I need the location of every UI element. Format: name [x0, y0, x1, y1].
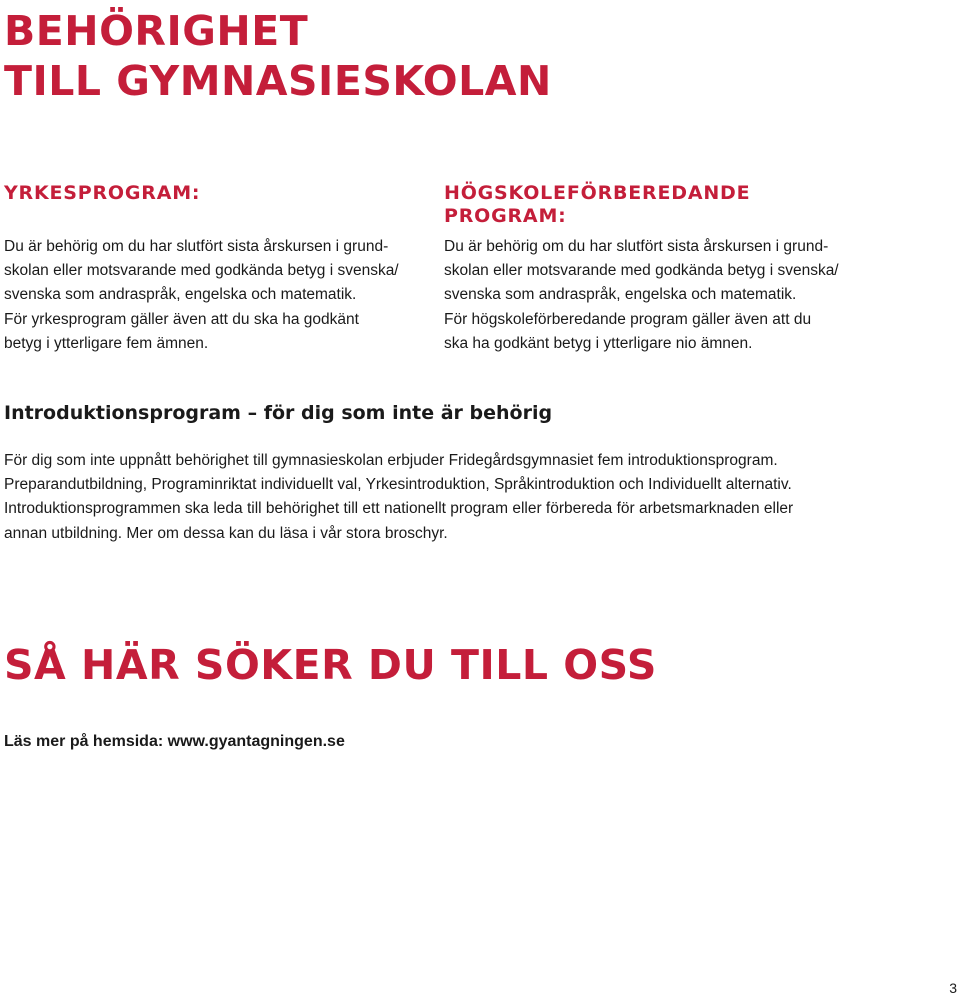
yrkesprogram-text [4, 235, 424, 356]
text-line: Du är behörig om du har slutfört sista årskursen i grund- [4, 238, 389, 255]
apply-info [4, 731, 345, 753]
introduktion-text [4, 449, 954, 546]
text-line: ska ha godkänt betyg i ytterligare nio ämnen. [444, 334, 753, 352]
text-line: svenska som andraspråk, engelska och matematik. [4, 286, 357, 304]
hogskoleforberedande-section [444, 182, 864, 356]
heading-line: HÖGSKOLEFÖRBEREDANDE [444, 182, 751, 204]
text-line: För dig som inte uppnått behörighet till gymnasieskolan erbjuder Fridegårdsgymnasiet fem introduktionsprogram. [4, 452, 778, 469]
hogskoleforberedande-text [444, 235, 864, 356]
yrkesprogram-heading-text: YRKESPROGRAM: [4, 182, 201, 204]
heading-line: PROGRAM: [444, 205, 567, 227]
apply-title: SÅ HÄR SÖKER DU TILL OSS [4, 641, 657, 689]
apply-info-label: Läs mer på hemsida: [4, 733, 168, 750]
introduktion-section [4, 400, 954, 546]
text-line: annan utbildning. Mer om dessa kan du läsa i vår stora broschyr. [4, 524, 448, 542]
page-number: 3 [949, 980, 957, 996]
hogskoleforberedande-heading [444, 182, 864, 228]
text-line: skolan eller motsvarande med godkända betyg i svenska/ [4, 262, 399, 280]
introduktion-heading: Introduktionsprogram – för dig som inte är behörig [4, 402, 553, 424]
text-line: För högskoleförberedande program gäller även att du [444, 310, 812, 328]
text-line: För yrkesprogram gäller även att du ska ha godkänt [4, 310, 359, 328]
text-line: Du är behörig om du har slutfört sista årskursen i grund- [444, 238, 829, 255]
page-title-line: BEHÖRIGHET [4, 7, 309, 55]
yrkesprogram-heading [4, 182, 424, 205]
text-line: betyg i ytterligare fem ämnen. [4, 334, 209, 352]
website-link[interactable]: www.gyantagningen.se [167, 733, 345, 750]
text-line: Introduktionsprogrammen ska leda till behörighet till ett nationellt program eller förbereda för arbetsmarknaden eller [4, 500, 794, 518]
yrkesprogram-section [4, 182, 424, 356]
text-line: skolan eller motsvarande med godkända betyg i svenska/ [444, 262, 839, 280]
page-title-line: TILL GYMNASIESKOLAN [4, 57, 552, 105]
page-title [4, 6, 552, 106]
text-line: svenska som andraspråk, engelska och matematik. [444, 286, 797, 304]
text-line: Preparandutbildning, Programinriktat individuellt val, Yrkesintroduktion, Språkintroduktion och Individuellt alternativ. [4, 476, 792, 494]
